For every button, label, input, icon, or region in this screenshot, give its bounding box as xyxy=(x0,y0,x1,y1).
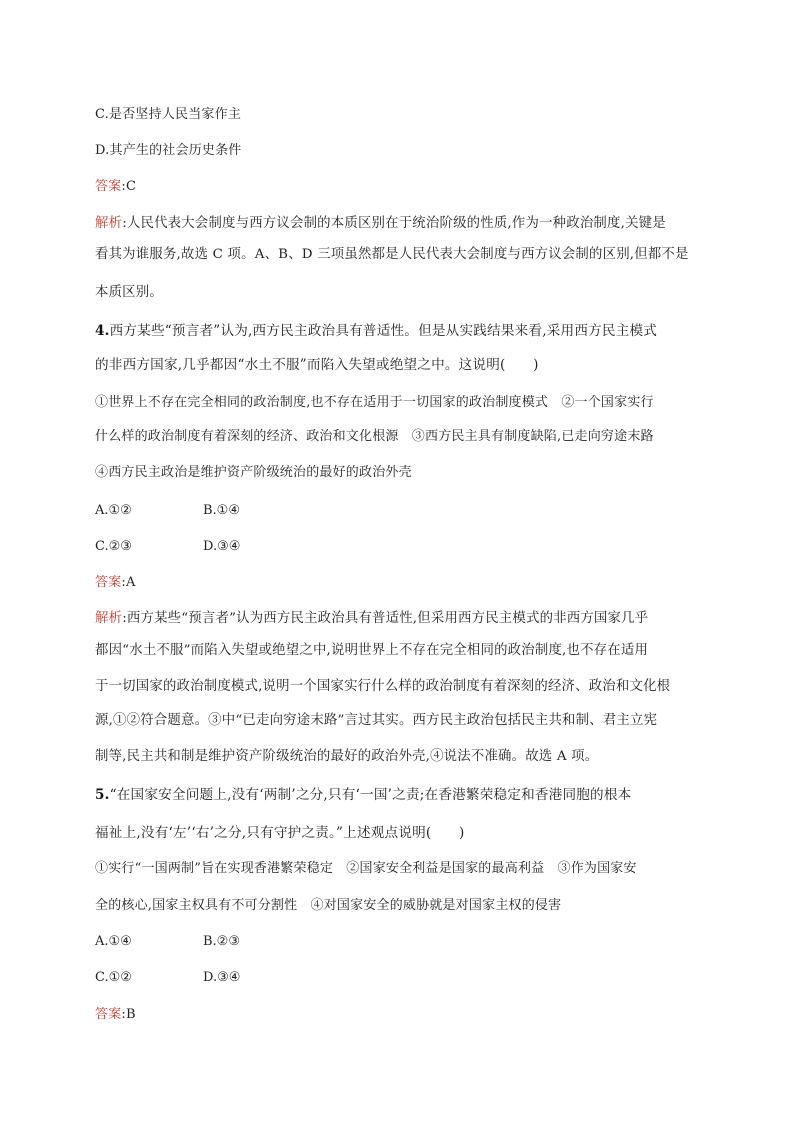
analysis-text: :西方某些“预言者”认为西方民主政治具有普适性,但采用西方民主模式的非西方国家几乎 xyxy=(122,611,649,626)
q4-analysis-line-2: 都因“水土不服”而陷入失望或绝望之中,说明世界上不存在完全相同的政治制度,也不存在适用 xyxy=(95,643,649,658)
q4-answer xyxy=(95,574,705,592)
q5-option-c: C.①② xyxy=(95,970,132,985)
q4-analysis-line-1 xyxy=(95,610,705,628)
q5-stem-line-1 xyxy=(95,786,705,804)
q4-analysis-line-5: 制等,民主共和制是维护资产阶级统治的最好的政治外壳,④说法不准确。故选 A 项。 xyxy=(95,749,599,764)
answer-value: :B xyxy=(121,1007,136,1022)
stem-text: “在国家安全问题上,没有‘两制’之分,只有‘一国’之责;在香港繁荣稳定和香港同胞的根本 xyxy=(109,787,632,803)
q3-answer xyxy=(95,178,705,196)
answer-value: :C xyxy=(121,179,137,194)
answer-label: 答案 xyxy=(95,575,122,590)
q3-option-d: D.其产生的社会历史条件 xyxy=(95,143,242,158)
q3-option-c: C.是否坚持人民当家作主 xyxy=(95,107,242,122)
q5-answer xyxy=(95,1006,705,1024)
q5-statement-line-1: ①实行“一国两制”旨在实现香港繁荣稳定 ②国家安全利益是国家的最高利益 ③作为国家安 xyxy=(95,861,637,876)
analysis-label: 解析 xyxy=(95,216,123,231)
q4-analysis-line-3: 于一切国家的政治制度模式,说明一个国家实行什么样的政治制度有着深刻的经济、政治和文化根 xyxy=(95,679,671,694)
q5-option-a: A.①④ xyxy=(95,934,132,949)
q4-statement-line-1: ①世界上不存在完全相同的政治制度,也不存在适用于一切国家的政治制度模式 ②一个国家实行 xyxy=(95,395,654,410)
stem-text: 西方某些“预言者”认为,西方民主政治具有普适性。但是从实践结果来看,采用西方民主模式 xyxy=(109,323,658,339)
q4-option-d: D.③④ xyxy=(203,539,241,554)
question-number: 4. xyxy=(95,323,110,339)
q4-option-a: A.①② xyxy=(95,503,132,518)
q5-options-row-2 xyxy=(95,969,240,987)
analysis-text: :人民代表大会制度与西方议会制的本质区别在于统治阶级的性质,作为一种政治制度,关键是 xyxy=(122,216,666,231)
q3-analysis-line-3: 本质区别。 xyxy=(95,285,163,300)
answer-label: 答案 xyxy=(95,1007,122,1022)
q5-option-d: D.③④ xyxy=(203,970,241,985)
question-number: 5. xyxy=(95,787,110,803)
q4-statement-line-3: ④西方民主政治是维护资产阶级统治的最好的政治外壳 xyxy=(95,465,412,480)
q4-stem-line-2: 的非西方国家,几乎都因“水土不服”而陷入失望或绝望之中。这说明( ) xyxy=(95,357,539,373)
q4-option-b: B.①④ xyxy=(203,503,240,518)
answer-value: :A xyxy=(121,575,136,590)
q5-options-row-1 xyxy=(95,933,240,951)
q3-analysis-line-2: 看其为谁服务,故选 C 项。A、B、D 三项虽然都是人民代表大会制度与西方议会制的区别,但都不是 xyxy=(95,247,689,262)
q5-stem-line-2: 福祉上,没有‘左’‘右’之分,只有守护之责。”上述观点说明( ) xyxy=(95,825,465,841)
q4-options-row-1 xyxy=(95,502,240,520)
q4-statement-line-2: 什么样的政治制度有着深刻的经济、政治和文化根源 ③西方民主具有制度缺陷,已走向穷途末路 xyxy=(95,429,654,444)
q5-option-b: B.②③ xyxy=(203,934,240,949)
answer-label: 答案 xyxy=(95,179,122,194)
q4-options-row-2 xyxy=(95,538,240,556)
q4-analysis-line-4: 源,①②符合题意。③中“已走向穷途末路”言过其实。西方民主政治包括民主共和制、君主立宪 xyxy=(95,713,658,728)
analysis-label: 解析 xyxy=(95,611,123,626)
q3-analysis-line-1 xyxy=(95,215,705,233)
q4-option-c: C.②③ xyxy=(95,539,132,554)
q5-statement-line-2: 全的核心,国家主权具有不可分割性 ④对国家安全的威胁就是对国家主权的侵害 xyxy=(95,898,562,913)
q4-stem-line-1 xyxy=(95,322,705,340)
